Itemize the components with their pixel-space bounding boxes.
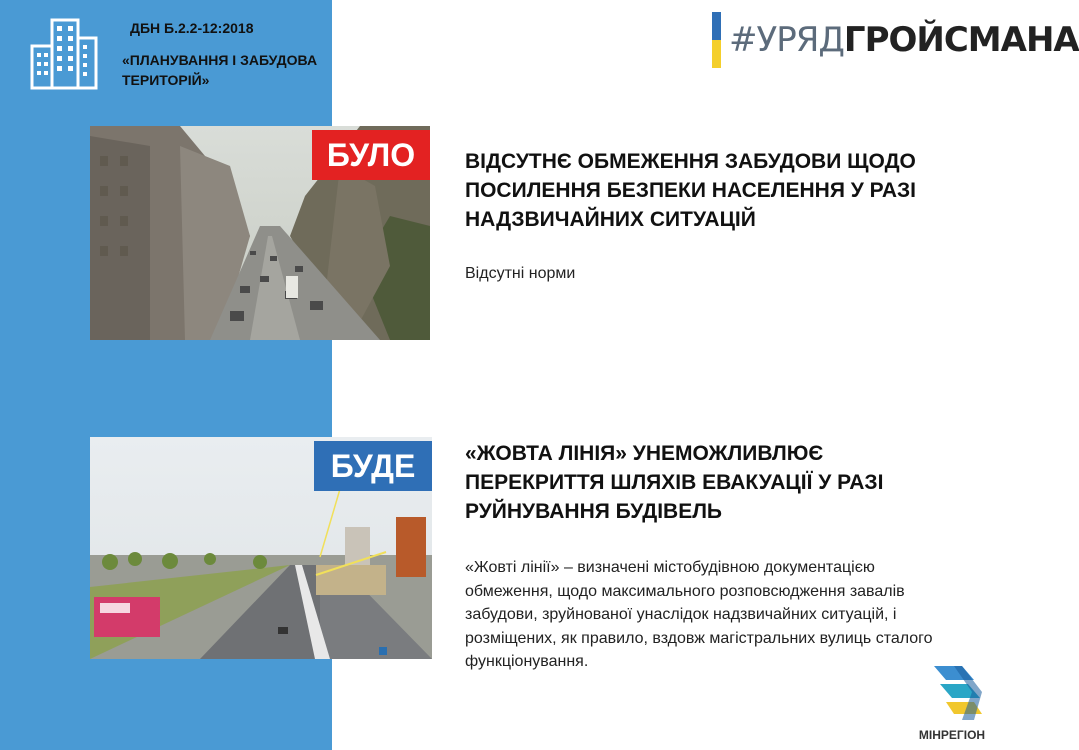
after-heading: «ЖОВТА ЛІНІЯ» УНЕМОЖЛИВЛЮЄ ПЕРЕКРИТТЯ ШЛЯХІВ ЕВАКУАЦІЇ У РАЗІ РУЙНУВАННЯ БУДІВЕЛЬ [465, 442, 884, 523]
after-description: «Жовті лінії» – визначені містобудівною документацією обмеження, щодо максимального розповсюдження завалів забудови, зруйнованої унаслідок надзвичайних ситуацій, і розміщених, як правило, вздовж магістральних вулиць сталого функціонування. [465, 559, 933, 670]
standard-title: «ПЛАНУВАННЯ І ЗАБУДОВА ТЕРИТОРІЙ» [122, 52, 318, 88]
ministry-name: МІНРЕГІОН [918, 728, 986, 742]
hashtag-prefix: #УРЯД [729, 20, 844, 60]
hashtag-name: ГРОЙСМАНА [843, 20, 1079, 60]
before-description: Відсутні норми [465, 265, 576, 282]
buildings-icon [28, 16, 100, 90]
ministry-logo [912, 660, 992, 746]
government-hashtag [712, 12, 1079, 68]
after-label: БУДЕ [314, 441, 432, 491]
ministry-emblem-icon [932, 662, 984, 724]
before-heading: ВІДСУТНЄ ОБМЕЖЕННЯ ЗАБУДОВИ ЩОДО ПОСИЛЕННЯ БЕЗПЕКИ НАСЕЛЕННЯ У РАЗІ НАДЗВИЧАЙНИХ СИТУАЦІЙ [465, 150, 916, 231]
ukraine-flag-icon [712, 12, 721, 68]
standard-code: ДБН Б.2.2-12:2018 [130, 20, 254, 36]
before-label: БУЛО [312, 130, 430, 180]
